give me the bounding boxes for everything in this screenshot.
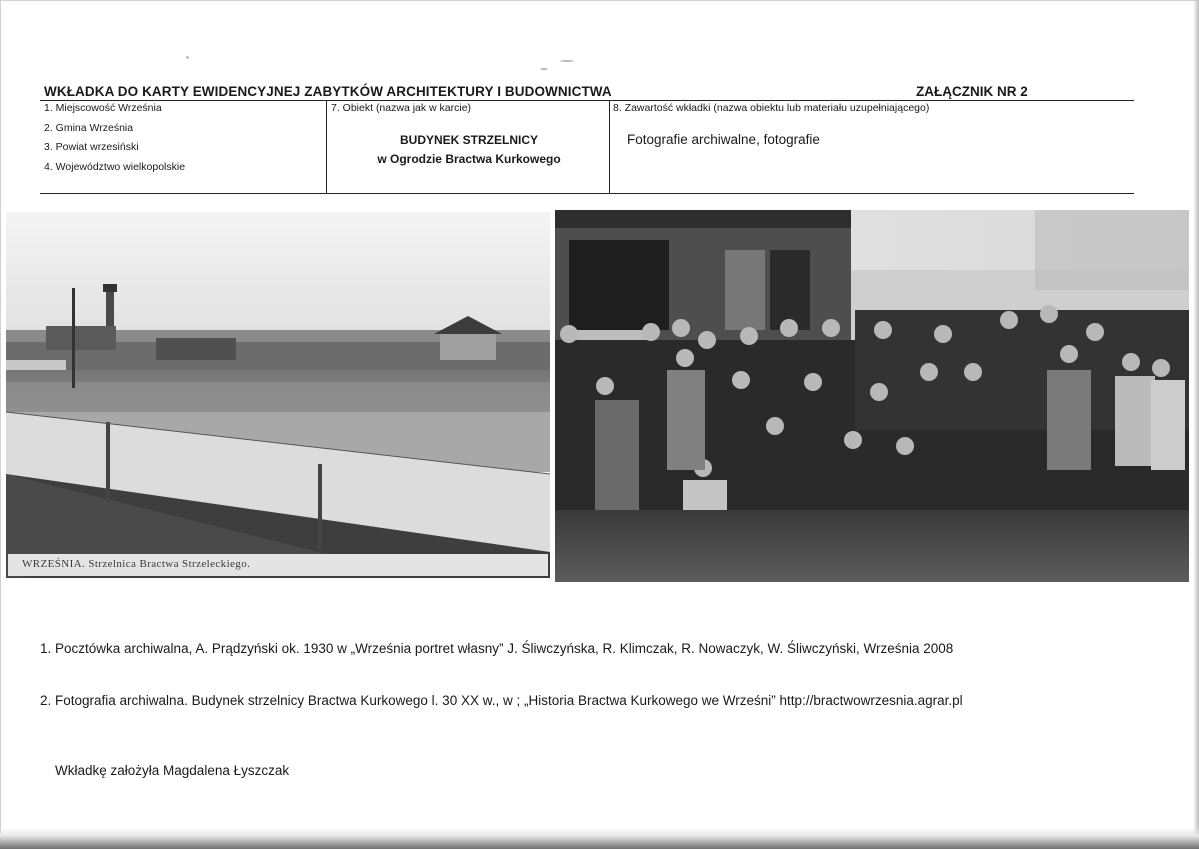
field-commune: 2. Gmina Września bbox=[44, 122, 134, 134]
document-title: WKŁADKA DO KARTY EWIDENCYJNEJ ZABYTKÓW ARCHITEKTURY I BUDOWNICTWA bbox=[44, 84, 612, 99]
object-label: 7. Obiekt (nazwa jak w karcie) bbox=[331, 102, 472, 114]
object-name-line1: BUDYNEK STRZELNICY bbox=[399, 133, 538, 147]
postcard-image bbox=[6, 212, 550, 578]
scan-edge-shadow bbox=[1193, 0, 1199, 849]
group-photo bbox=[555, 210, 1189, 582]
scan-speck bbox=[186, 56, 189, 59]
field-province: 4. Województwo wielkopolskie bbox=[44, 161, 186, 173]
form-bottom-rule bbox=[40, 193, 1134, 194]
reference-2: 2. Fotografia archiwalna. Budynek strzelnicy Bractwa Kurkowego l. 30 XX w., w ; „Historia Bractwa Kurkowego we Wrześni” http://bractwowrzesnia.agrar.pl bbox=[40, 693, 963, 708]
postcard-photo bbox=[6, 212, 550, 578]
content-label: 8. Zawartość wkładki (nazwa obiektu lub materiału uzupełniającego) bbox=[613, 102, 930, 114]
reference-1: 1. Pocztówka archiwalna, A. Prądzyński ok. 1930 w „Września portret własny” J. Śliwczyńska, R. Klimczak, R. Nowaczyk, W. Śliwczyński, Września 2008 bbox=[40, 641, 954, 656]
scan-bottom-shadow bbox=[0, 827, 1199, 849]
form-top-rule bbox=[40, 100, 1134, 101]
form-divider-2 bbox=[609, 100, 610, 193]
author-note: Wkładkę założyła Magdalena Łyszczak bbox=[55, 763, 290, 778]
postcard-caption: WRZEŚNIA. Strzelnica Bractwa Strzeleckiego. bbox=[22, 558, 251, 570]
annex-number: ZAŁĄCZNIK NR 2 bbox=[916, 84, 1028, 99]
object-name-line2: w Ogrodzie Bractwa Kurkowego bbox=[377, 152, 561, 166]
field-place: 1. Miejscowość Września bbox=[44, 102, 162, 114]
content-value: Fotografie archiwalne, fotografie bbox=[627, 132, 820, 147]
form-divider-1 bbox=[326, 100, 327, 193]
field-county: 3. Powiat wrzesiński bbox=[44, 141, 139, 153]
scan-speck bbox=[540, 68, 548, 70]
group-photo-image bbox=[555, 210, 1189, 582]
scan-speck bbox=[560, 60, 574, 62]
